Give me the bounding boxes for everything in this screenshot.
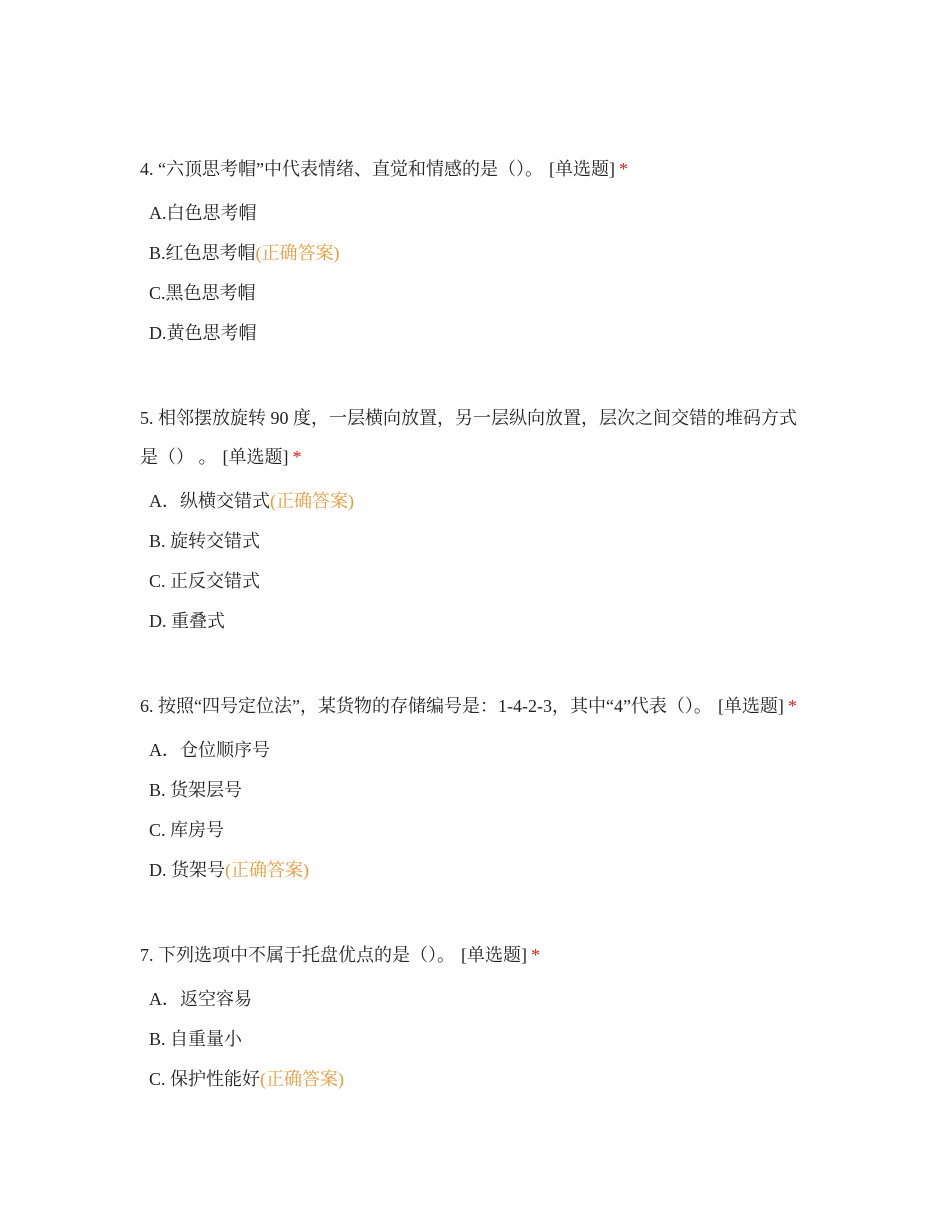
option-c: C. 保护性能好(正确答案) <box>149 1069 345 1089</box>
required-mark: * <box>292 447 302 467</box>
option-a: A．仓位顺序号 <box>149 740 270 760</box>
option-b: B. 自重量小 <box>149 1029 243 1049</box>
required-mark: * <box>618 159 628 179</box>
option-d: D. 货架号(正确答案) <box>149 860 309 880</box>
question-type: [单选题] <box>461 945 527 965</box>
question-7 <box>140 936 810 1099</box>
option-list <box>140 979 810 1099</box>
option-b: B. 货架层号 <box>149 780 243 800</box>
question-6 <box>140 687 810 890</box>
question-title: 4. “六顶思考帽”中代表情绪、直觉和情感的是（）。 [单选题] * <box>140 159 628 179</box>
correct-answer-mark: (正确答案) <box>260 1069 345 1089</box>
option-list <box>140 193 810 353</box>
option-a: A.白色思考帽 <box>149 203 257 223</box>
option-d: D. 重叠式 <box>149 611 225 631</box>
question-type: [单选题] <box>717 696 784 716</box>
option-c: C. 库房号 <box>149 820 225 840</box>
option-a: A．纵横交错式(正确答案) <box>149 491 354 511</box>
question-5 <box>140 399 810 641</box>
required-mark: * <box>531 945 540 965</box>
correct-answer-mark: (正确答案) <box>270 491 354 511</box>
question-type: [单选题] <box>548 159 615 179</box>
question-title: 5. 相邻摆放旋转 90 度，一层横向放置，另一层纵向放置，层次之间交错的堆码方式是（） 。 [单选题] * <box>140 408 797 467</box>
correct-answer-mark: (正确答案) <box>225 860 309 880</box>
option-c: C. 正反交错式 <box>149 571 261 591</box>
question-type: [单选题] <box>222 447 289 467</box>
option-b: B.红色思考帽(正确答案) <box>149 243 340 263</box>
correct-answer-mark: (正确答案) <box>255 243 340 263</box>
option-d: D.黄色思考帽 <box>149 323 257 343</box>
option-list <box>140 730 810 890</box>
option-b: B. 旋转交错式 <box>149 531 261 551</box>
option-c: C.黑色思考帽 <box>149 283 256 303</box>
required-mark: * <box>787 696 797 716</box>
question-title: 6. 按照“四号定位法”，某货物的存储编号是：1-4-2-3，其中“4”代表（）。 [单选题] * <box>140 696 797 716</box>
option-list <box>140 481 810 641</box>
question-list <box>140 150 810 1145</box>
question-4 <box>140 150 810 353</box>
option-a: A．返空容易 <box>149 989 252 1009</box>
question-title: 7. 下列选项中不属于托盘优点的是（）。 [单选题] * <box>140 945 540 965</box>
